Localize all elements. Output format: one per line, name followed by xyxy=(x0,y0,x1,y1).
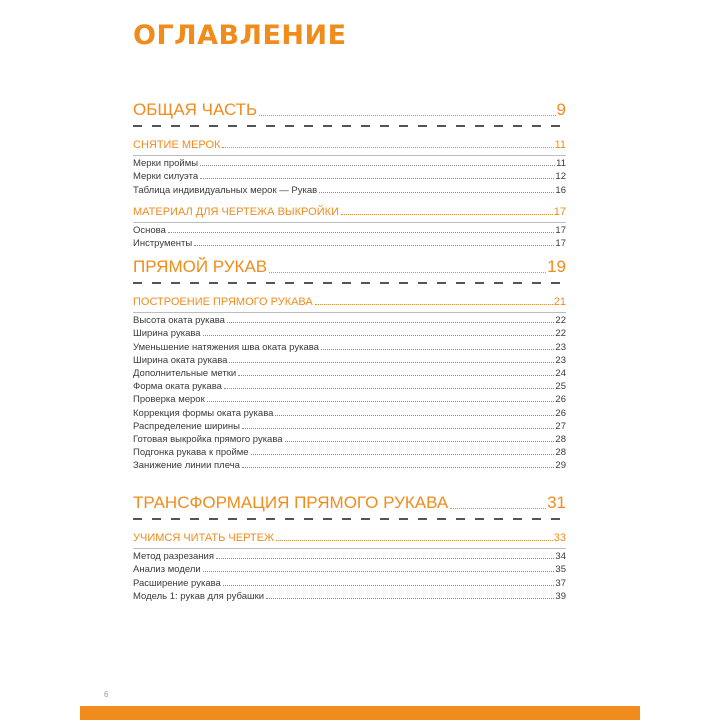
section-heading[interactable] xyxy=(133,255,566,277)
entry-title: Форма оката рукава xyxy=(133,381,222,393)
entry-title: Ширина рукава xyxy=(133,328,201,340)
toc-entry[interactable] xyxy=(133,445,566,458)
entry-title: Коррекция формы оката рукава xyxy=(133,407,274,419)
entry-page: 25 xyxy=(555,381,566,393)
page-number: 6 xyxy=(104,690,109,699)
toc-entry[interactable] xyxy=(133,223,566,236)
dot-leader xyxy=(194,245,554,246)
dot-leader xyxy=(276,540,553,541)
subsection-page: 21 xyxy=(553,296,566,308)
toc-section-general xyxy=(133,98,566,249)
entry-title: Ширина оката рукава xyxy=(133,354,228,366)
section-heading[interactable] xyxy=(133,491,566,513)
dot-leader xyxy=(275,415,554,416)
toc-entry[interactable] xyxy=(133,405,566,418)
entry-page: 24 xyxy=(555,367,566,379)
toc-entry[interactable] xyxy=(133,549,566,562)
dot-leader xyxy=(341,214,553,215)
toc-entry[interactable] xyxy=(133,339,566,352)
footer-accent-bar xyxy=(80,706,640,720)
dot-leader xyxy=(200,165,555,166)
section-page: 9 xyxy=(556,100,566,119)
dot-leader xyxy=(203,571,555,572)
entry-page: 28 xyxy=(555,433,566,445)
entry-page: 26 xyxy=(555,394,566,406)
dot-leader xyxy=(285,441,555,442)
subsection-page: 11 xyxy=(554,139,566,151)
entry-title: Инструменты xyxy=(133,237,193,249)
entry-title: Занижение линии плеча xyxy=(133,460,240,472)
dot-leader xyxy=(450,508,546,509)
dot-leader xyxy=(224,388,554,389)
subsection-title: ПОСТРОЕНИЕ ПРЯМОГО РУКАВА xyxy=(133,296,313,308)
entry-page: 26 xyxy=(555,407,566,419)
subsection-heading[interactable] xyxy=(133,204,566,218)
dot-leader xyxy=(168,232,555,233)
toc-entry[interactable] xyxy=(133,182,566,195)
dot-leader xyxy=(216,558,554,559)
subsection-title: УЧИМСЯ ЧИТАТЬ ЧЕРТЕЖ xyxy=(133,532,275,544)
entry-page: 17 xyxy=(555,224,566,236)
entry-title: Высота оката рукава xyxy=(133,315,225,327)
toc-entry[interactable] xyxy=(133,419,566,432)
subsection-heading[interactable] xyxy=(133,294,566,308)
toc-entry[interactable] xyxy=(133,575,566,588)
dot-leader xyxy=(227,322,554,323)
toc-entry[interactable] xyxy=(133,353,566,366)
entry-title: Мерки проймы xyxy=(133,158,199,170)
section-title: ОБЩАЯ ЧАСТЬ xyxy=(133,100,258,119)
subsection-title: СНЯТИЕ МЕРОК xyxy=(133,139,221,151)
dot-leader xyxy=(200,178,554,179)
dot-leader xyxy=(266,598,554,599)
dot-leader xyxy=(222,147,553,148)
entry-page: 28 xyxy=(555,447,566,459)
entry-page: 34 xyxy=(555,551,566,563)
entry-page: 35 xyxy=(555,564,566,576)
entry-title: Проверка мерок xyxy=(133,394,205,406)
entry-page: 27 xyxy=(555,420,566,432)
entry-page: 37 xyxy=(555,577,566,589)
toc-entry[interactable] xyxy=(133,379,566,392)
toc-entry[interactable] xyxy=(133,458,566,471)
entry-page: 23 xyxy=(555,341,566,353)
section-page: 19 xyxy=(547,257,566,276)
dot-leader xyxy=(229,362,554,363)
toc-section-straight-sleeve xyxy=(133,255,566,471)
entry-page: 11 xyxy=(556,158,566,170)
entry-title: Дополнительные метки xyxy=(133,367,237,379)
section-heading[interactable] xyxy=(133,98,566,120)
entry-title: Мерки силуэта xyxy=(133,171,199,183)
toc-entry[interactable] xyxy=(133,326,566,339)
entry-title: Метод разрезания xyxy=(133,551,215,563)
entry-page: 16 xyxy=(555,184,566,196)
entry-page: 23 xyxy=(555,354,566,366)
toc-entry[interactable] xyxy=(133,366,566,379)
dot-leader xyxy=(315,304,553,305)
toc-entry[interactable] xyxy=(133,236,566,249)
toc-entry[interactable] xyxy=(133,589,566,602)
dot-leader xyxy=(319,192,554,193)
entry-title: Анализ модели xyxy=(133,564,201,576)
entry-title: Модель 1: рукав для рубашки xyxy=(133,590,265,602)
dot-leader xyxy=(259,115,555,116)
toc-entry[interactable] xyxy=(133,156,566,169)
entry-title: Основа xyxy=(133,224,166,236)
toc-entry[interactable] xyxy=(133,562,566,575)
toc-entry[interactable] xyxy=(133,169,566,182)
entry-page: 29 xyxy=(555,460,566,472)
subsection-title: МАТЕРИАЛ ДЛЯ ЧЕРТЕЖА ВЫКРОЙКИ xyxy=(133,205,339,218)
entry-title: Распределение ширины xyxy=(133,420,240,432)
subsection-heading[interactable] xyxy=(133,530,566,544)
toc-entry[interactable] xyxy=(133,392,566,405)
toc-entry[interactable] xyxy=(133,432,566,445)
section-page: 31 xyxy=(547,493,566,512)
subsection-page: 33 xyxy=(553,532,566,544)
subsection-page: 17 xyxy=(553,205,566,218)
dot-leader xyxy=(203,335,555,336)
entry-title: Готовая выкройка прямого рукава xyxy=(133,433,283,445)
entry-title: Подгонка рукава к пройме xyxy=(133,447,249,459)
dot-leader xyxy=(321,349,554,350)
entry-title: Уменьшение натяжения шва оката рукава xyxy=(133,341,319,353)
entry-title: Таблица индивидуальных мерок — Рукав xyxy=(133,184,318,196)
section-title: ТРАНСФОРМАЦИЯ ПРЯМОГО РУКАВА xyxy=(133,493,449,512)
dot-leader xyxy=(242,467,554,468)
dot-leader xyxy=(242,428,554,429)
section-title: ПРЯМОЙ РУКАВ xyxy=(133,257,268,276)
entry-page: 22 xyxy=(555,315,566,327)
dot-leader xyxy=(238,375,554,376)
entry-page: 12 xyxy=(555,171,566,183)
subsection-heading[interactable] xyxy=(133,137,566,151)
dot-leader xyxy=(251,454,555,455)
entry-page: 22 xyxy=(555,328,566,340)
dot-leader xyxy=(223,585,555,586)
entry-page: 39 xyxy=(555,590,566,602)
entry-page: 17 xyxy=(555,237,566,249)
toc-entry[interactable] xyxy=(133,313,566,326)
toc-section-transformation xyxy=(133,491,566,602)
dot-leader xyxy=(207,401,555,402)
page-title: ОГЛАВЛЕНИЕ xyxy=(133,20,347,51)
dot-leader xyxy=(269,272,546,273)
entry-title: Расширение рукава xyxy=(133,577,221,589)
